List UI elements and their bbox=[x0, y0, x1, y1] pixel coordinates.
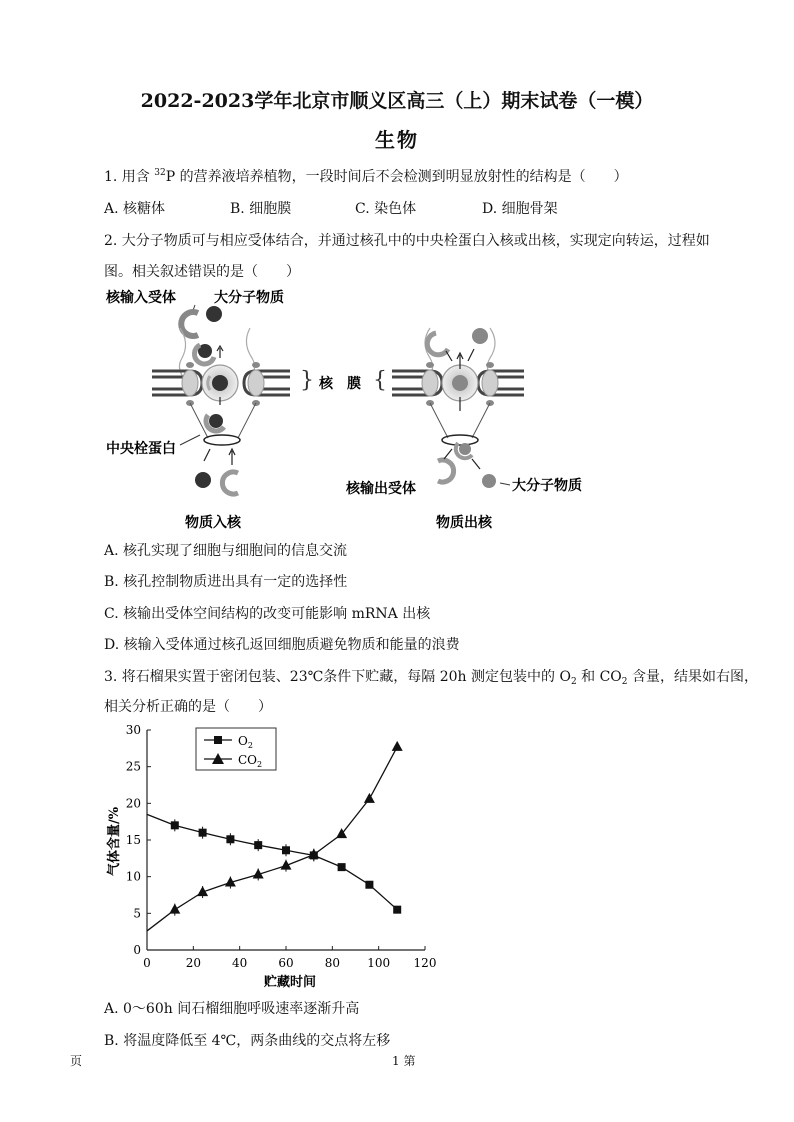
q1-option-a: A. 核糖体 bbox=[104, 201, 166, 217]
pore-complex bbox=[182, 370, 198, 396]
export-receptor-shape bbox=[438, 460, 454, 482]
cargo-in-pore bbox=[452, 375, 468, 391]
q1-stem bbox=[104, 166, 628, 186]
q2-stem-line2: 图。相关叙述错误的是（ ） bbox=[104, 264, 300, 280]
o2-data-point bbox=[338, 863, 346, 871]
o2-data-point bbox=[254, 841, 262, 849]
y-tick-label: 15 bbox=[125, 833, 141, 847]
macromolecule-dot bbox=[195, 472, 211, 488]
q2-option-d: D. 核输入受体通过核孔返回细胞质避免物质和能量的浪费 bbox=[104, 637, 460, 653]
footer-left: 页 bbox=[70, 1054, 83, 1068]
q3-stem-c: 含量，结果如右图， bbox=[627, 669, 758, 685]
pointer-line bbox=[500, 483, 510, 485]
import-receptor-shape bbox=[181, 312, 198, 336]
macromolecule-dot bbox=[482, 474, 496, 488]
y-tick-label: 25 bbox=[125, 759, 141, 774]
macromolecule-dot bbox=[472, 328, 488, 344]
x-tick-label: 80 bbox=[324, 956, 340, 970]
q3-stem-a: 3. 将石榴果实置于密闭包装、23℃条件下贮藏，每隔 20h 测定包装中的 O bbox=[104, 669, 571, 685]
pore-complex bbox=[248, 370, 264, 396]
o2-data-point bbox=[282, 846, 290, 854]
cone-line bbox=[430, 403, 448, 438]
subject-title: 生物 bbox=[375, 128, 419, 152]
q2-option-b: B. 核孔控制物质进出具有一定的选择性 bbox=[104, 574, 348, 590]
caption-import: 物质入核 bbox=[185, 515, 241, 531]
x-tick-label: 100 bbox=[367, 956, 391, 970]
y-tick-label: 20 bbox=[125, 796, 141, 811]
pore-ring bbox=[486, 362, 494, 368]
legend-o2-label: $O_2$ bbox=[238, 734, 253, 750]
o2-series-line bbox=[147, 814, 397, 909]
y-tick-label: 5 bbox=[133, 906, 141, 921]
o2-data-point bbox=[171, 821, 179, 829]
q3-stem-line2: 相关分析正确的是（ ） bbox=[104, 699, 272, 715]
arrow bbox=[446, 351, 452, 361]
pore-ellipse bbox=[442, 435, 478, 445]
o2-data-point bbox=[393, 906, 401, 914]
y-tick-label: 30 bbox=[125, 723, 141, 737]
co2-subscript: 2 bbox=[621, 677, 628, 687]
x-tick-label: 40 bbox=[232, 956, 248, 970]
export-receptor-shape bbox=[427, 333, 448, 355]
q1-option-b: B. 细胞膜 bbox=[230, 201, 292, 217]
label-import-receptor: 核输入受体 bbox=[106, 290, 176, 306]
label-central-plug: 中央栓蛋白 bbox=[106, 441, 176, 457]
pointer-line bbox=[180, 435, 200, 445]
co2-series-line bbox=[147, 747, 397, 931]
o2-data-point bbox=[199, 829, 207, 837]
y-tick-label: 10 bbox=[125, 869, 141, 884]
nuclear-pore-figure bbox=[100, 283, 600, 538]
q1-isotope-superscript: 32 bbox=[154, 168, 166, 178]
cone-line bbox=[472, 403, 490, 438]
co2-data-point bbox=[392, 741, 403, 751]
arrow bbox=[444, 449, 452, 459]
q1-option-d: D. 细胞骨架 bbox=[482, 201, 558, 217]
legend-box bbox=[196, 728, 276, 770]
pore-ring bbox=[426, 362, 434, 368]
pore-ring bbox=[186, 362, 194, 368]
q2-option-c: C. 核输出受体空间结构的改变可能影响 mRNA 出核 bbox=[104, 606, 431, 622]
gas-content-chart bbox=[100, 718, 440, 993]
q3-option-a: A. 0～60h 间石榴细胞呼吸速率逐渐升高 bbox=[104, 1001, 360, 1017]
pore-complex bbox=[482, 370, 498, 396]
x-tick-label: 20 bbox=[185, 956, 201, 970]
cargo-in-pore bbox=[212, 375, 228, 391]
q3-option-b: B. 将温度降低至 4℃，两条曲线的交点将左移 bbox=[104, 1033, 391, 1049]
exam-title: 2022-2023学年北京市顺义区高三（上）期末试卷（一模） bbox=[140, 90, 654, 112]
y-axis-label: 气体含量/% bbox=[107, 806, 122, 876]
arrow bbox=[468, 349, 474, 361]
caption-export: 物质出核 bbox=[436, 515, 492, 531]
x-tick-label: 60 bbox=[278, 956, 294, 970]
pore-ellipse bbox=[204, 435, 240, 445]
arrow bbox=[472, 459, 480, 469]
label-nuclear-membrane: 核 膜 bbox=[319, 376, 361, 392]
brace-right: { bbox=[373, 368, 387, 393]
x-tick-label: 0 bbox=[143, 956, 151, 970]
cargo-dot bbox=[459, 443, 471, 455]
y-tick-label: 0 bbox=[133, 943, 141, 957]
o2-subscript: 2 bbox=[570, 677, 577, 687]
label-macromolecule-top: 大分子物质 bbox=[214, 290, 284, 306]
x-axis-label: 贮藏时间 bbox=[264, 975, 317, 990]
legend-co2-label: $CO_2$ bbox=[238, 753, 263, 769]
q1-option-c: C. 染色体 bbox=[355, 201, 417, 217]
q3-stem-b: 和 CO bbox=[576, 669, 622, 685]
q3-stem-line1 bbox=[104, 666, 758, 687]
pore-complex bbox=[422, 370, 438, 396]
cone-line bbox=[238, 403, 256, 438]
pore-ring bbox=[252, 362, 260, 368]
footer-page: 1 第 bbox=[392, 1054, 416, 1068]
q1-stem-post: P 的营养液培养植物，一段时间后不会检测到明显放射性的结构是（ ） bbox=[165, 169, 628, 185]
arrow bbox=[204, 449, 210, 461]
label-export-receptor: 核输出受体 bbox=[346, 481, 416, 497]
brace-left: } bbox=[300, 368, 314, 393]
x-tick-label: 120 bbox=[413, 956, 437, 970]
q2-stem-line1: 2. 大分子物质可与相应受体结合，并通过核孔中的中央栓蛋白入核或出核，实现定向转运，过程如 bbox=[104, 233, 710, 249]
co2-data-point bbox=[169, 904, 180, 914]
import-receptor-shape bbox=[222, 472, 238, 494]
co2-data-point bbox=[364, 793, 375, 803]
o2-data-point bbox=[226, 835, 234, 843]
legend-o2-marker bbox=[214, 736, 222, 744]
q1-stem-pre: 1. 用含 bbox=[104, 169, 155, 185]
q2-option-a: A. 核孔实现了细胞与细胞间的信息交流 bbox=[104, 543, 348, 559]
o2-data-point bbox=[365, 881, 373, 889]
macromolecule-dot bbox=[206, 306, 222, 322]
label-macromolecule-bottom: 大分子物质 bbox=[512, 478, 582, 494]
cargo-dot bbox=[209, 414, 223, 428]
